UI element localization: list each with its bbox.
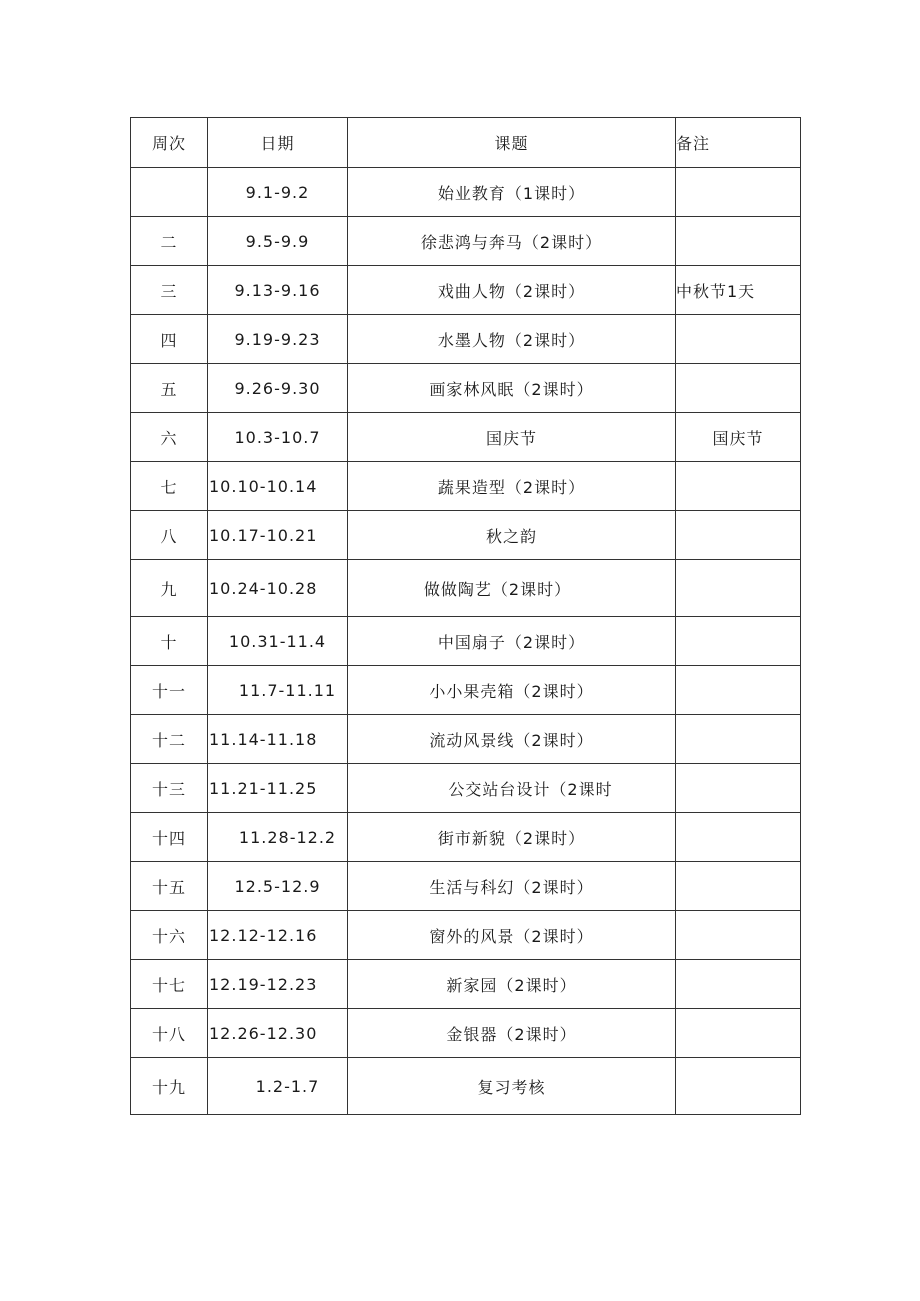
week-cell: 六 [131, 413, 208, 462]
date-cell: 11.14-11.18 [208, 715, 348, 764]
topic-cell: 金银器（2课时） [348, 1009, 676, 1058]
note-cell [676, 911, 801, 960]
note-cell [676, 462, 801, 511]
topic-cell: 始业教育（1课时） [348, 168, 676, 217]
topic-cell: 街市新貌（2课时） [348, 813, 676, 862]
note-cell [676, 862, 801, 911]
header-week: 周次 [131, 118, 208, 168]
topic-cell: 徐悲鸿与奔马（2课时） [348, 217, 676, 266]
week-cell: 十一 [131, 666, 208, 715]
topic-cell: 秋之韵 [348, 511, 676, 560]
topic-cell: 复习考核 [348, 1058, 676, 1115]
date-cell: 10.24-10.28 [208, 560, 348, 617]
note-cell [676, 168, 801, 217]
topic-cell: 窗外的风景（2课时） [348, 911, 676, 960]
week-cell: 十五 [131, 862, 208, 911]
header-topic: 课题 [348, 118, 676, 168]
note-cell [676, 764, 801, 813]
table-row [131, 266, 801, 315]
topic-cell: 国庆节 [348, 413, 676, 462]
note-cell [676, 617, 801, 666]
table-row [131, 560, 801, 617]
topic-cell: 画家林风眠（2课时） [348, 364, 676, 413]
week-cell: 五 [131, 364, 208, 413]
date-cell: 1.2-1.7 [208, 1058, 348, 1115]
table-row [131, 715, 801, 764]
week-cell: 十四 [131, 813, 208, 862]
schedule-table [130, 117, 801, 1115]
table-row [131, 666, 801, 715]
date-cell: 12.26-12.30 [208, 1009, 348, 1058]
note-cell: 中秋节1天 [676, 266, 801, 315]
table-row [131, 617, 801, 666]
table-row [131, 813, 801, 862]
topic-cell: 公交站台设计（2课时 [348, 764, 676, 813]
note-cell [676, 1058, 801, 1115]
table-row [131, 1058, 801, 1115]
note-cell: 国庆节 [676, 413, 801, 462]
note-cell [676, 315, 801, 364]
note-cell [676, 813, 801, 862]
header-note: 备注 [676, 118, 801, 168]
week-cell: 十九 [131, 1058, 208, 1115]
date-cell: 10.31-11.4 [208, 617, 348, 666]
topic-cell: 水墨人物（2课时） [348, 315, 676, 364]
header-date: 日期 [208, 118, 348, 168]
date-cell: 9.19-9.23 [208, 315, 348, 364]
table-row [131, 764, 801, 813]
table-row [131, 217, 801, 266]
week-cell: 七 [131, 462, 208, 511]
week-cell [131, 168, 208, 217]
note-cell [676, 960, 801, 1009]
week-cell: 九 [131, 560, 208, 617]
table-row [131, 364, 801, 413]
note-cell [676, 560, 801, 617]
date-cell: 12.12-12.16 [208, 911, 348, 960]
date-cell: 12.5-12.9 [208, 862, 348, 911]
date-cell: 11.7-11.11 [208, 666, 348, 715]
table-row [131, 960, 801, 1009]
date-cell: 10.3-10.7 [208, 413, 348, 462]
topic-cell: 中国扇子（2课时） [348, 617, 676, 666]
note-cell [676, 511, 801, 560]
date-cell: 9.13-9.16 [208, 266, 348, 315]
table-row [131, 1009, 801, 1058]
week-cell: 十 [131, 617, 208, 666]
week-cell: 二 [131, 217, 208, 266]
date-cell: 11.28-12.2 [208, 813, 348, 862]
topic-cell: 做做陶艺（2课时） [348, 560, 676, 617]
topic-cell: 生活与科幻（2课时） [348, 862, 676, 911]
week-cell: 三 [131, 266, 208, 315]
table-row [131, 315, 801, 364]
week-cell: 十三 [131, 764, 208, 813]
date-cell: 9.26-9.30 [208, 364, 348, 413]
week-cell: 八 [131, 511, 208, 560]
topic-cell: 蔬果造型（2课时） [348, 462, 676, 511]
topic-cell: 小小果壳箱（2课时） [348, 666, 676, 715]
note-cell [676, 364, 801, 413]
topic-cell: 新家园（2课时） [348, 960, 676, 1009]
date-cell: 9.1-9.2 [208, 168, 348, 217]
table-row [131, 462, 801, 511]
table-row [131, 413, 801, 462]
date-cell: 11.21-11.25 [208, 764, 348, 813]
note-cell [676, 1009, 801, 1058]
date-cell: 9.5-9.9 [208, 217, 348, 266]
note-cell [676, 217, 801, 266]
note-cell [676, 715, 801, 764]
week-cell: 十七 [131, 960, 208, 1009]
table-row [131, 862, 801, 911]
date-cell: 10.17-10.21 [208, 511, 348, 560]
week-cell: 十二 [131, 715, 208, 764]
week-cell: 四 [131, 315, 208, 364]
topic-cell: 戏曲人物（2课时） [348, 266, 676, 315]
table-row [131, 911, 801, 960]
week-cell: 十六 [131, 911, 208, 960]
date-cell: 12.19-12.23 [208, 960, 348, 1009]
table-header-row [131, 118, 801, 168]
table-row [131, 511, 801, 560]
note-cell [676, 666, 801, 715]
date-cell: 10.10-10.14 [208, 462, 348, 511]
table-row [131, 168, 801, 217]
topic-cell: 流动风景线（2课时） [348, 715, 676, 764]
week-cell: 十八 [131, 1009, 208, 1058]
